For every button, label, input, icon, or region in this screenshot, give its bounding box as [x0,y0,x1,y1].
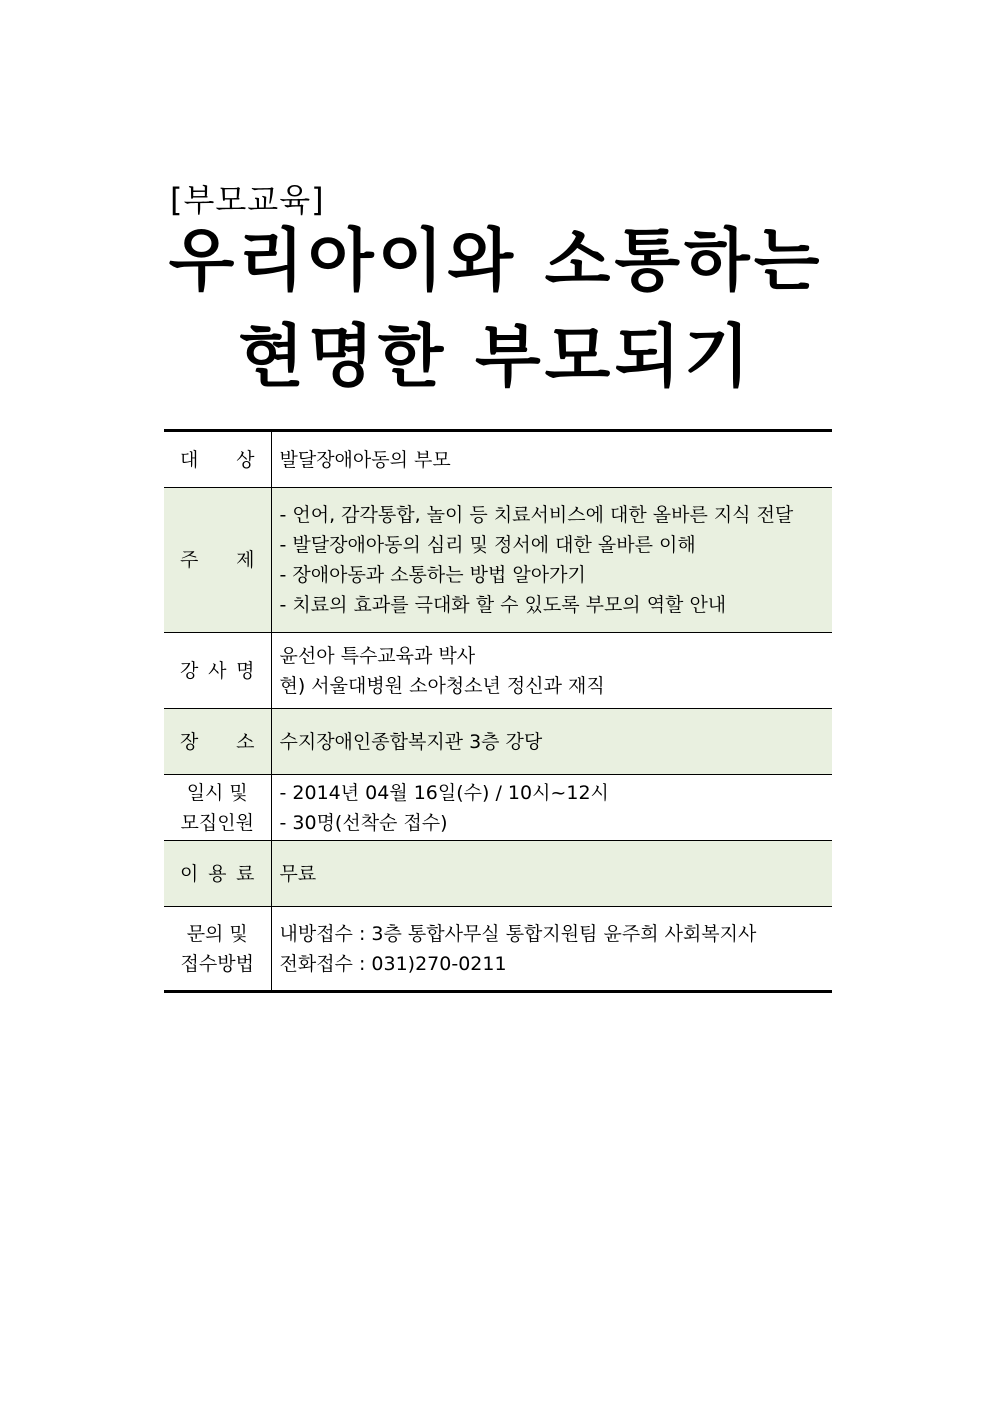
label-char: 제 [236,549,255,571]
label-lecturer [164,633,271,709]
label-line: 일시 및 [186,781,248,804]
value-schedule [271,775,832,841]
topic-line: - 언어, 감각통합, 놀이 등 치료서비스에 대한 올바른 지식 전달 [279,504,794,526]
label-char: 명 [236,659,255,682]
label-char: 사 [208,659,227,682]
label-char: 장 [180,730,199,753]
schedule-line: - 2014년 04월 16일(수) / 10시~12시 [279,781,609,804]
row-contact [164,907,832,992]
label-char: 강 [180,659,199,682]
row-fee [164,841,832,907]
label-line: 문의 및 [186,922,248,945]
label-char: 이 [180,862,199,885]
contact-line: 전화접수 : 031)270-0211 [279,952,507,975]
lecturer-line: 현) 서울대병원 소아청소년 정신과 재직 [279,674,605,697]
label-char: 료 [236,862,255,885]
info-table [164,429,832,993]
value-topic [271,488,832,633]
label-contact [164,907,271,992]
label-fee [164,841,271,907]
label-schedule [164,775,271,841]
topic-line: - 치료의 효과를 극대화 할 수 있도록 부모의 역할 안내 [279,594,727,616]
value-lecturer [271,633,832,709]
topic-line: - 장애아동과 소통하는 방법 알아가기 [279,564,586,586]
contact-line: 내방접수 : 3층 통합사무실 통합지원팀 윤주희 사회복지사 [279,922,757,945]
label-target [164,431,271,488]
lecturer-line: 윤선아 특수교육과 박사 [279,644,476,667]
category-label: [부모교육] [170,181,325,219]
label-char: 상 [236,448,255,471]
value-fee: 무료 [271,841,832,907]
label-line: 접수방법 [180,952,254,975]
row-topic [164,488,832,633]
topic-line: - 발달장애아동의 심리 및 정서에 대한 올바른 이해 [279,534,696,556]
label-char: 대 [180,448,199,471]
label-venue [164,709,271,775]
row-lecturer [164,633,832,709]
label-char: 용 [208,862,227,885]
label-char: 소 [236,730,255,753]
row-target [164,431,832,488]
row-venue [164,709,832,775]
value-contact [271,907,832,992]
label-topic [164,488,271,633]
label-line: 모집인원 [180,811,254,834]
value-target: 발달장애아동의 부모 [279,448,451,471]
title-line-1: 우리아이와 소통하는 [168,222,824,301]
title-line-2: 현명한 부모되기 [238,318,754,397]
label-char: 주 [180,549,199,571]
row-schedule [164,775,832,841]
schedule-line: - 30명(선착순 접수) [279,811,448,834]
value-venue: 수지장애인종합복지관 3층 강당 [271,709,832,775]
